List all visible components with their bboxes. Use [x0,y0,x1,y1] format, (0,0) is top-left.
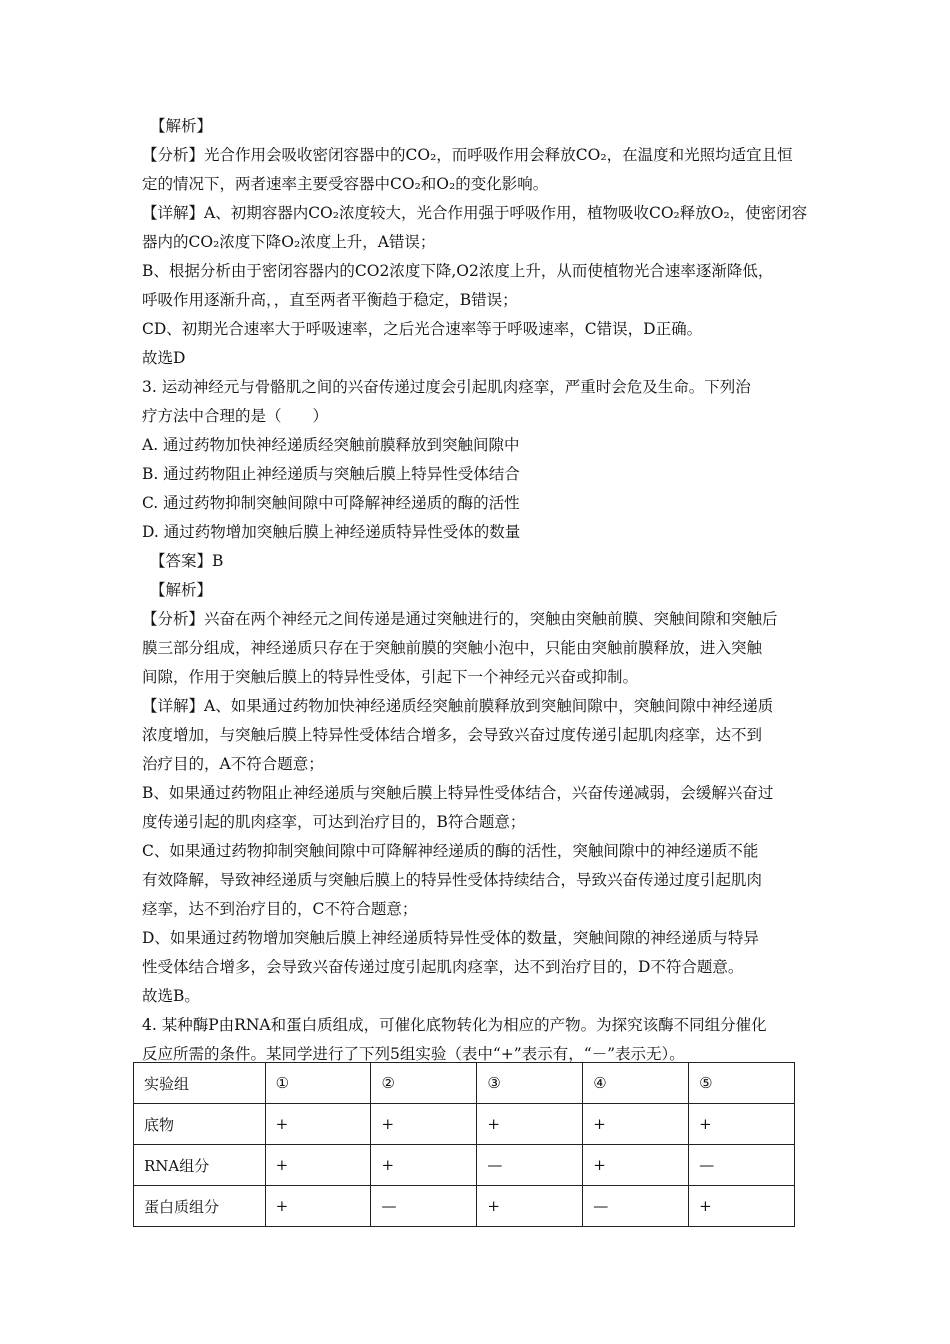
table-header-cell: ① [265,1063,371,1104]
table-row [134,1104,795,1145]
text-line: 故选B。 [142,987,200,1005]
text-line: 呼吸作用逐渐升高，，直至两者平衡趋于稳定，B错误； [142,291,518,309]
table-cell: 蛋白质组分 [134,1186,266,1227]
text-line: 【分析】光合作用会吸收密闭容器中的CO₂，而呼吸作用会释放CO₂，在温度和光照均适宜且恒 [142,146,793,164]
table-cell: + [371,1145,477,1186]
answer-label: 【答案】B [150,552,224,570]
table-row [134,1145,795,1186]
table-cell: + [689,1186,795,1227]
text-line: 器内的CO₂浓度下降O₂浓度上升，A错误； [142,233,436,251]
table-header-row [134,1063,795,1104]
text-line: 性受体结合增多，会导致兴奋传递过度引起肌肉痉挛，达不到治疗目的，D不符合题意。 [142,958,744,976]
table-cell: + [265,1186,371,1227]
question-3-stem: 疗方法中合理的是（ ） [142,407,329,425]
table-cell: + [689,1104,795,1145]
text-line: 【解析】 [150,117,213,135]
table-cell: — [477,1145,583,1186]
table-header-cell: ⑤ [689,1063,795,1104]
table-header-cell: ④ [583,1063,689,1104]
text-line: D、如果通过药物增加突触后膜上神经递质特异性受体的数量，突触间隙的神经递质与特异 [142,929,759,947]
text-line: B、如果通过药物阻止神经递质与突触后膜上特异性受体结合，兴奋传递减弱，会缓解兴奋过 [142,784,774,802]
table-header-cell: ③ [477,1063,583,1104]
text-line: 【详解】A、如果通过药物加快神经递质经突触前膜释放到突触间隙中，突触间隙中神经递质 [142,697,774,715]
question-3-stem: 3. 运动神经元与骨骼肌之间的兴奋传递过度会引起肌肉痉挛，严重时会危及生命。下列治 [142,378,751,396]
text-line: 膜三部分组成，神经递质只存在于突触前膜的突触小泡中，只能由突触前膜释放，进入突触 [142,639,763,657]
text-line: B、根据分析由于密闭容器内的CO2浓度下降,O2浓度上升，从而使植物光合速率逐渐降低， [142,262,774,280]
table-cell: + [583,1145,689,1186]
text-line: 间隙，作用于突触后膜上的特异性受体，引起下一个神经元兴奋或抑制。 [142,668,639,686]
table-cell: + [477,1104,583,1145]
text-line: CD、初期光合速率大于呼吸速率，之后光合速率等于呼吸速率，C错误，D正确。 [142,320,703,338]
text-line: 治疗目的，A不符合题意； [142,755,324,773]
table-cell: 底物 [134,1104,266,1145]
option-c: C. 通过药物抑制突触间隙中可降解神经递质的酶的活性 [142,494,520,512]
table-cell: — [371,1186,477,1227]
option-d: D. 通过药物增加突触后膜上神经递质特异性受体的数量 [142,523,521,541]
experiment-table [133,1062,795,1227]
text-line: 度传递引起的肌肉痉挛，可达到治疗目的，B符合题意； [142,813,526,831]
text-line: C、如果通过药物抑制突触间隙中可降解神经递质的酶的活性，突触间隙中的神经递质不能 [142,842,759,860]
question-4-stem: 反应所需的条件。某同学进行了下列5组实验（表中“+”表示有，“－”表示无）。 [142,1045,685,1063]
table-header-cell: 实验组 [134,1063,266,1104]
table-cell: + [371,1104,477,1145]
text-line: 故选D [142,349,186,367]
analysis-label: 【解析】 [150,581,213,599]
table-row [134,1186,795,1227]
table-cell: + [583,1104,689,1145]
table-cell: + [477,1186,583,1227]
table-cell: + [265,1145,371,1186]
table-header-cell: ② [371,1063,477,1104]
text-line: 【分析】兴奋在两个神经元之间传递是通过突触进行的，突触由突触前膜、突触间隙和突触后 [142,610,778,628]
table-cell: — [583,1186,689,1227]
document-body [142,112,810,1069]
text-line: 【详解】A、初期容器内CO₂浓度较大，光合作用强于呼吸作用，植物吸收CO₂释放O₂，使密闭容 [142,204,808,222]
option-a: A. 通过药物加快神经递质经突触前膜释放到突触间隙中 [142,436,520,454]
question-4-stem: 4. 某种酶P由RNA和蛋白质组成，可催化底物转化为相应的产物。为探究该酶不同组分催化 [142,1016,767,1034]
table-cell: RNA组分 [134,1145,266,1186]
option-b: B. 通过药物阻止神经递质与突触后膜上特异性受体结合 [142,465,520,483]
text-line: 浓度增加，与突触后膜上特异性受体结合增多，会导致兴奋过度传递引起肌肉痉挛，达不到 [142,726,763,744]
text-line: 定的情况下，两者速率主要受容器中CO₂和O₂的变化影响。 [142,175,549,193]
table-cell: + [265,1104,371,1145]
text-line: 有效降解，导致神经递质与突触后膜上的特异性受体持续结合，导致兴奋传递过度引起肌肉 [142,871,763,889]
table-cell: — [689,1145,795,1186]
text-line: 痉挛，达不到治疗目的，C不符合题意； [142,900,418,918]
